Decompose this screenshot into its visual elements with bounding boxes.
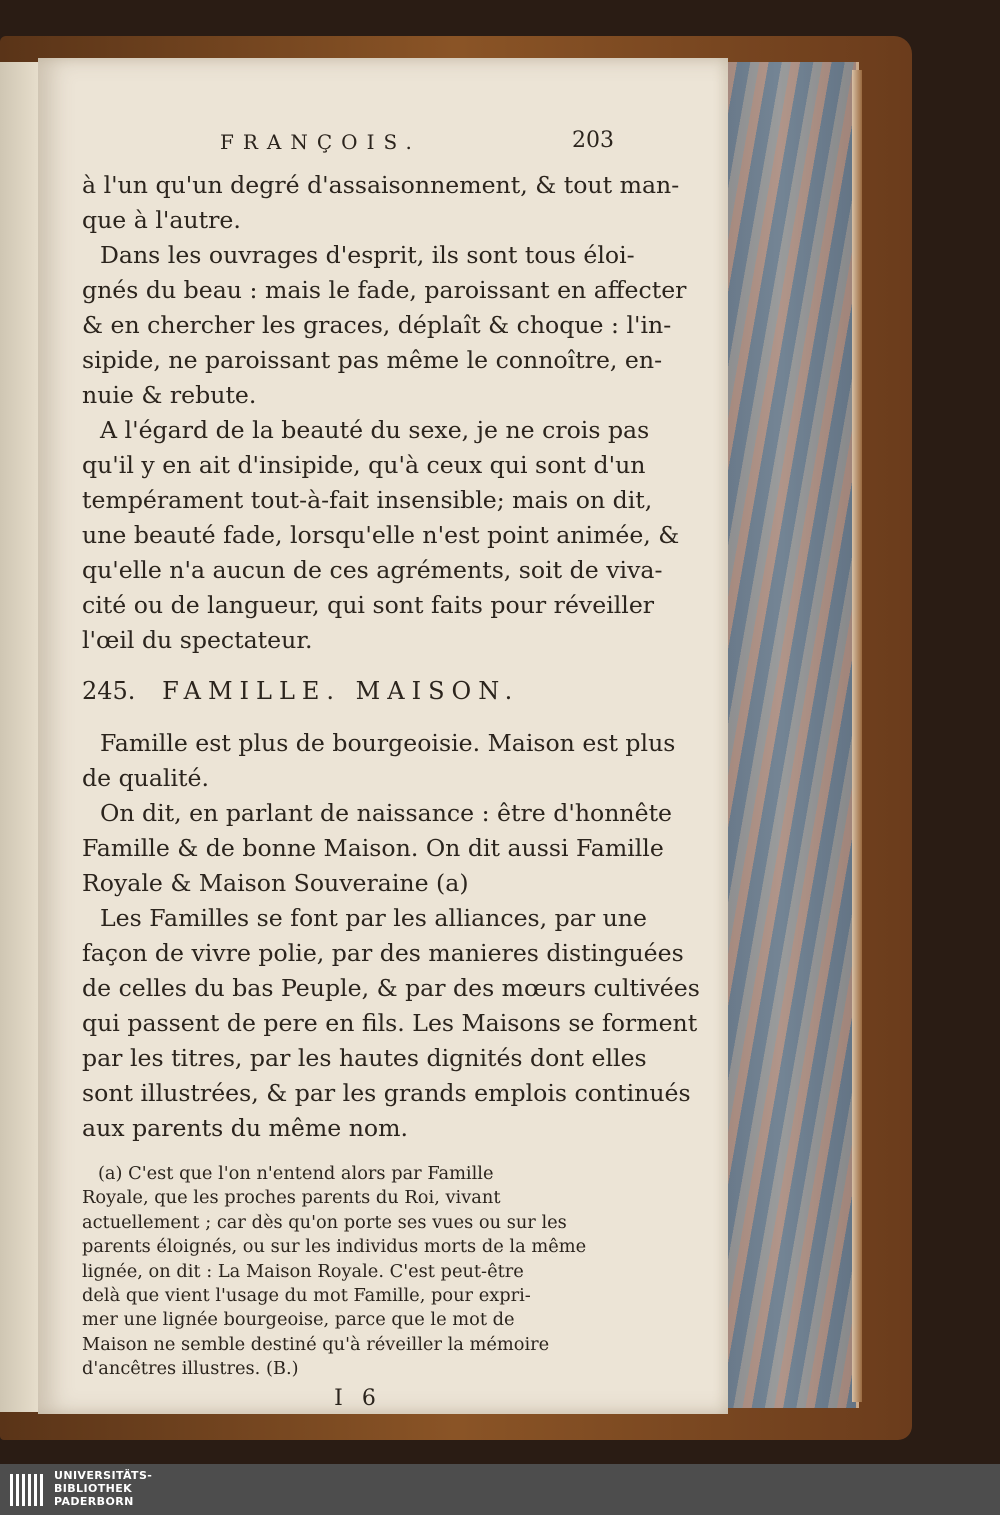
footer-bar [0,1464,1000,1515]
library-bars-logo-icon [8,1470,48,1510]
section-heading [82,674,614,708]
text-line: une beauté fade, lorsqu'elle n'est point animée, & [82,521,680,549]
footnote-line: Maison ne semble destiné qu'à réveiller la mémoire [82,1333,550,1355]
footnote [82,1162,614,1382]
footnote-line: parents éloignés, ou sur les individus morts de la même [82,1236,587,1258]
text-line: tempérament tout-à-fait insensible; mais on dit, [82,486,653,514]
footnote-line: lignée, on dit : La Maison Royale. C'est peut-être [82,1260,524,1282]
text-line: qu'elle n'a aucun de ces agréments, soit de viva- [82,556,663,584]
footnote-line: d'ancêtres illustres. (B.) [82,1358,299,1380]
text-line: de celles du bas Peuple, & par des mœurs cultivées [82,974,700,1002]
page-text-block [82,128,700,1411]
page-number: 203 [572,128,614,153]
text-line: de qualité. [82,764,209,792]
footnote-line: mer une lignée bourgeoise, parce que le mot de [82,1309,515,1331]
signature-mark: I 6 [334,1385,382,1411]
text-line: à l'un qu'un degré d'assaisonnement, & tout man- [82,171,680,199]
footnote-line: (a) C'est que l'on n'entend alors par Famille [98,1163,494,1184]
text-line: sipide, ne paroissant pas même le connoître, en- [82,346,663,374]
text-line: cité ou de langueur, qui sont faits pour réveiller [82,591,655,619]
library-name [54,1469,152,1508]
text-line: Les Familles se font par les alliances, par une [100,904,647,932]
page-fore-edge [728,62,859,1408]
page-header [82,128,614,168]
running-head: FRANÇOIS. [220,130,421,154]
library-name-line: PADERBORN [54,1495,134,1508]
library-name-line: UNIVERSITÄTS- [54,1469,153,1482]
text-line: l'œil du spectateur. [82,626,313,654]
text-line: A l'égard de la beauté du sexe, je ne crois pas [100,416,650,444]
text-line: par les titres, par les hautes dignités dont elles [82,1044,647,1072]
text-line: Royale & Maison Souveraine (a) [82,869,469,897]
text-line: On dit, en parlant de naissance : être d'honnête [100,799,673,827]
text-line: que à l'autre. [82,206,241,234]
library-name-line: BIBLIOTHEK [54,1482,133,1495]
text-line: façon de vivre polie, par des manieres distinguées [82,939,684,967]
text-line: qu'il y en ait d'insipide, qu'à ceux qui sont d'un [82,451,646,479]
section-title: FAMILLE. MAISON. [162,677,520,705]
footnote-line: delà que vient l'usage du mot Famille, pour expri- [82,1285,531,1307]
text-line: qui passent de pere en fils. Les Maisons se forment [82,1009,698,1037]
text-line: Dans les ouvrages d'esprit, ils sont tous éloi- [100,241,635,269]
text-line: aux parents du même nom. [82,1114,409,1142]
section-number: 245. [82,677,136,705]
text-line: Famille & de bonne Maison. On dit aussi Famille [82,834,664,862]
left-page-edge [0,62,40,1412]
footnote-line: actuellement ; car dès qu'on porte ses vues ou sur les [82,1211,567,1233]
text-line: sont illustrées, & par les grands emplois continués [82,1079,691,1107]
text-line: gnés du beau : mais le fade, paroissant en affecter [82,276,687,304]
text-line: Famille est plus de bourgeoisie. Maison est plus [100,729,676,757]
text-line: & en chercher les graces, déplaît & choque : l'in- [82,311,672,339]
cover-rim [852,70,862,1402]
footnote-line: Royale, que les proches parents du Roi, vivant [82,1187,501,1209]
text-line: nuie & rebute. [82,381,257,409]
